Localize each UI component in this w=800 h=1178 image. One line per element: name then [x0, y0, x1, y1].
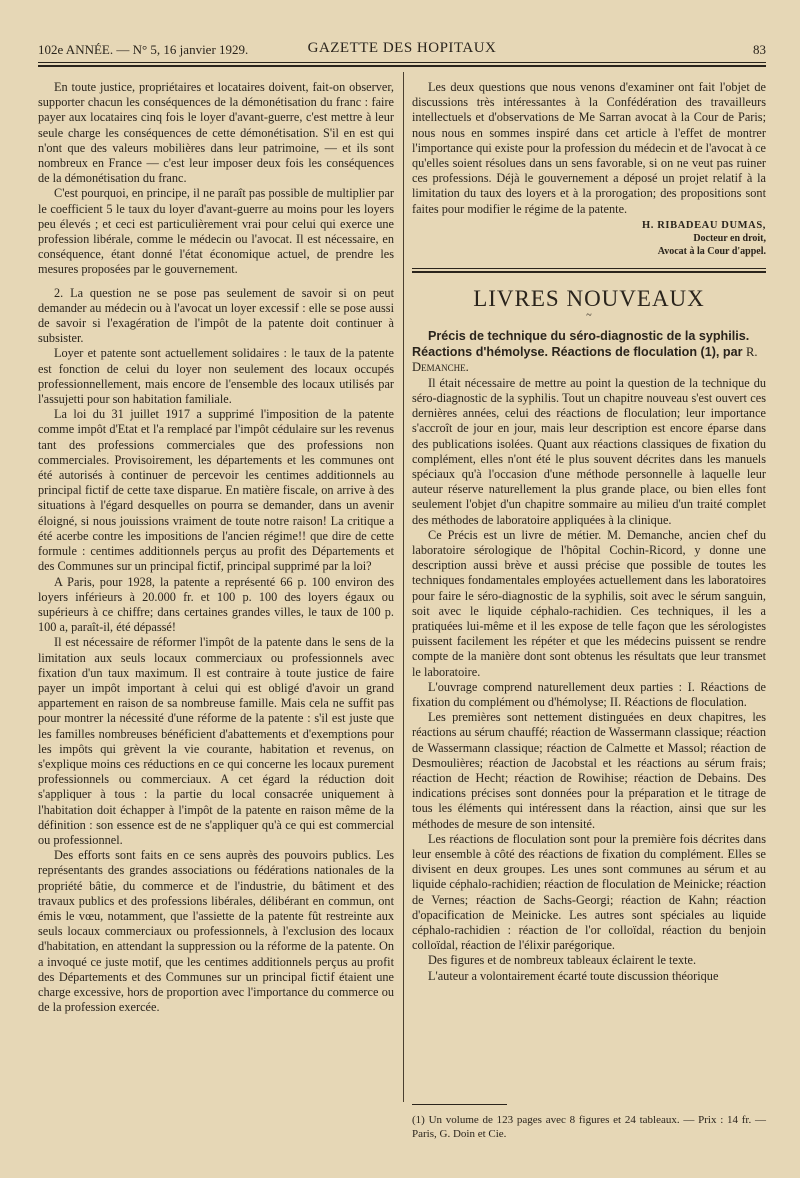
- page-number: 83: [753, 42, 766, 57]
- paragraph: Il était nécessaire de mettre au point la question de la technique du séro-diagnostic de la syphilis. Tout un chapitre nouveau s'est ouvert ces dernières années, celui des réactions de floculation; leur importance s'accroît de jour en jour, mais leur description est encore éparse dans des publications isolées. Quant aux réactions classiques de fixation du complément, elles n'ont été le plus souvent décrites dans les manuels spéciaux qu'à l'occasion d'une méthode personnelle à laquelle leur auteur réserve naturellement la plus grande place, ou bien elles font seulement l'objet d'un chapitre sommaire au milieu d'un traité complet des méthodes de laboratoire appliquées à la clinique.: [412, 375, 766, 527]
- paragraph: Il est nécessaire de réformer l'impôt de la patente dans le sens de la limitation aux seuls locaux commerciaux ou professionnels avec fixation d'un taux maximum. Il est contraire à toute justice de faire payer un impôt important à celui qui est obligé d'avoir un grand appartement en raison de sa nombreuse famille. Mais cela ne suffit pas pour montrer la nécessité d'une réforme de la patente : s'il est juste que les familles nombreuses bénéficient d'abattements et d'exemptions pour les impôts qui grèvent la vie courante, habitation et revenus, on s'explique moins ces réductions en ce qui concerne les locaux purement professionnels ou commerciaux. A cet égard la réduction doit s'appliquer à tous : la partie du local consacrée uniquement à l'habitation doit échapper à l'impôt de la patente en raison même de la définition : son essence est de ne s'appliquer qu'à ce qui est commercial ou professionnel.: [38, 635, 394, 847]
- paragraph: Des figures et de nombreux tableaux éclairent le texte.: [428, 953, 697, 968]
- section-title: LIVRES NOUVEAUX: [473, 285, 705, 311]
- book-title-text: Précis de technique du séro-diagnostic de la syphilis. Réactions d'hémolyse. Réactions de floculation (1), par: [412, 329, 750, 359]
- column-divider: [403, 72, 404, 1102]
- paragraph: Les réactions de floculation sont pour la première fois décrites dans leur ensemble à côté des réactions de fixation du complément. Elles se divisent en deux groupes. Les unes sont communes au sérum et au liquide céphalo-rachidien; réaction de floculation de Meinicke; réaction de Vernes; réaction de Sachs-Georgi; réaction de Kahn; réaction d'opacification de Meinicke. Les autres sont spéciales au liquide céphalo-rachidien : réaction de l'or colloïdal, réaction du benjoin colloïdal, réaction de l'élixir parégorique.: [412, 831, 766, 953]
- signature-line: Docteur en droit,: [693, 232, 766, 244]
- paragraph: Ce Précis est un livre de métier. M. Demanche, ancien chef du laboratoire sérologique de l'hôpital Cochin-Ricord, y donne une description aussi brève et aussi précise que possible de toutes les techniques fondamentales employées actuellement dans les laboratoires pour faire le séro-diagnostic de la syphilis, soit avec le sérum sanguin, soit avec le liquide céphalo-rachidien. Ces techniques, il les a pratiquées lui-même et il les expose de telle façon que les sérologistes puissent facilement les répéter et que les médecins puissent se rendre compte de la manière dont sont obtenus les résultats que leur transmet le laboratoire.: [412, 527, 766, 679]
- signature-line: Avocat à la Cour d'appel.: [657, 245, 766, 257]
- paragraph: A Paris, pour 1928, la patente a représenté 66 p. 100 environ des loyers inférieurs à 20.000 fr. et 100 p. 100 des loyers égaux ou supérieurs à ce chiffre; dans certaines grandes villes, le taux de 100 p. 100 a, paraît-il, été dépassé!: [38, 574, 394, 635]
- footnote-rule: [412, 1104, 507, 1105]
- paragraph: Les premières sont nettement distinguées en deux chapitres, les réactions au sérum chauffé; réaction de Wassermann classique; réaction de Wassermann classique; réaction de Calmette et Massol; réaction de Desmoulières; réaction de Jacobstal et les réactions au sérum frais; réaction de Hecht; réaction de Rowihise; réaction de Debains. Des indications précises sont données pour la préparation et le titrage de tous les éléments qui intéressent dans la réaction, ainsi que sur les méthodes de mesure de son intensité.: [412, 710, 766, 831]
- paragraph: Loyer et patente sont actuellement solidaires : le taux de la patente est fonction de celui du loyer non seulement des locaux occupés professionnellement, mais encore de l'ensemble des locaux utilisés par l'assujetti pour son habitation familiale.: [38, 346, 394, 407]
- page-header: [38, 40, 766, 60]
- right-column: [412, 80, 766, 984]
- paragraph: L'ouvrage comprend naturellement deux parties : I. Réactions de fixation du complément ou d'hémolyse; II. Réactions de floculation.: [412, 679, 766, 709]
- journal-title: GAZETTE DES HOPITAUX: [307, 40, 497, 56]
- header-rule-bottom: [38, 65, 766, 67]
- paragraph: L'auteur a volontairement écarté toute discussion théorique: [428, 968, 719, 983]
- footnote: (1) Un volume de 123 pages avec 8 figures et 24 tableaux. — Prix : 14 fr. — Paris, G. Doin et Cie.: [412, 1114, 766, 1140]
- section-ornament: ~: [586, 310, 592, 322]
- book-title: [412, 329, 766, 376]
- issue-info: 102e ANNÉE. — N° 5, 16 janvier 1929.: [38, 42, 249, 57]
- signature-name: H. RIBADEAU DUMAS,: [642, 219, 766, 231]
- signature: [412, 219, 766, 258]
- paragraph: La loi du 31 juillet 1917 a supprimé l'imposition de la patente comme impôt d'Etat et l'a remplacé par l'impôt cédulaire sur les revenus tant des professions commerciales que des professions non commerciales. Provisoirement, les départements et les communes ont été autorisés à continuer de percevoir les centimes additionnels au principal fictif de cette taxe disparue. En matière fiscale, on arrive à des situations à l'égard desquelles on pourra se demander, dans un avenir éloigné, si nous jouissions vraiment de toute notre raison! La critique a été acerbe contre les impositions de l'ancien régime!! que dire de cette formule : centimes additionnels perçus au profit des Départements et des Communes sur un principal fictif, principal supprimé par la loi?: [38, 407, 394, 574]
- intro-paragraph: Les deux questions que nous venons d'examiner ont fait l'objet de discussions très intéressantes à la Confédération des travailleurs intellectuels et d'observations de Me Sarran avocat à la Cour de Paris; nous nous en sommes inspiré dans cet article à l'effet de montrer l'importance qui existe pour la profession du médecin et de l'avocat à ce qu'elles soient résolues dans un sens favorable, si on ne veut pas ruiner ces professions. Déjà le gouvernement a déposé un projet relatif à la limitation du taux des loyers et à la prorogation; des propositions sont faites pour modifier le régime de la patente.: [412, 80, 766, 216]
- left-column: [38, 80, 394, 1015]
- paragraph: En toute justice, propriétaires et locataires doivent, fait-on observer, supporter chacun les conséquences de la démonétisation du franc : faire payer aux locataires cinq fois le loyer d'avant-guerre, c'est mettre à leur seule charge les conséquences de cette démonétisation. S'il en est qui n'ont que des valeurs mobilières dans leur patrimoine, — et ils sont nombreux en France — c'est leur imposer deux fois les conséquences de la démonétisation du franc.: [38, 80, 394, 186]
- paragraph: 2. La question ne se pose pas seulement de savoir si on peut demander au médecin ou à l'avocat un loyer excessif : elle se pose aussi de savoir si l'exagération de l'impôt de la patente doit continuer à subsister.: [38, 285, 394, 346]
- header-rule-top: [38, 62, 766, 63]
- book-author: R. Demanche.: [412, 344, 758, 375]
- paragraph: C'est pourquoi, en principe, il ne paraît pas possible de multiplier par le coefficient 5 le taux du loyer d'avant-guerre au moins pour les loyers peu élevés ; et ceci est particulièrement vrai pour celui qui exerce une profession libérale, comme le médecin ou l'avocat. Il est nécessaire, en conséquence, étant donné l'état économique actuel, de prendre les mesures proposées par le gouvernement.: [38, 186, 394, 277]
- paragraph: Des efforts sont faits en ce sens auprès des pouvoirs publics. Les représentants des grandes associations ou fédérations nationales de la propriété bâtie, du commerce et de l'industrie, du bâtiment et des travaux publics et des professions libérales, délibérant en commun, ont émis le vœu, notamment, que l'assiette de la patente fût restreinte aux seuls locaux commerciaux ou professionnels, à l'exclusion des locaux d'habitation, en attendant la suppression ou la réforme de la patente. On a invoqué ce juste motif, que les centimes additionnels perçus au profit des Départements et des Communes sur un principal fictif étaient une charge excessive, hors de proportion avec l'importance du commerce ou de la profession exercée.: [38, 848, 394, 1015]
